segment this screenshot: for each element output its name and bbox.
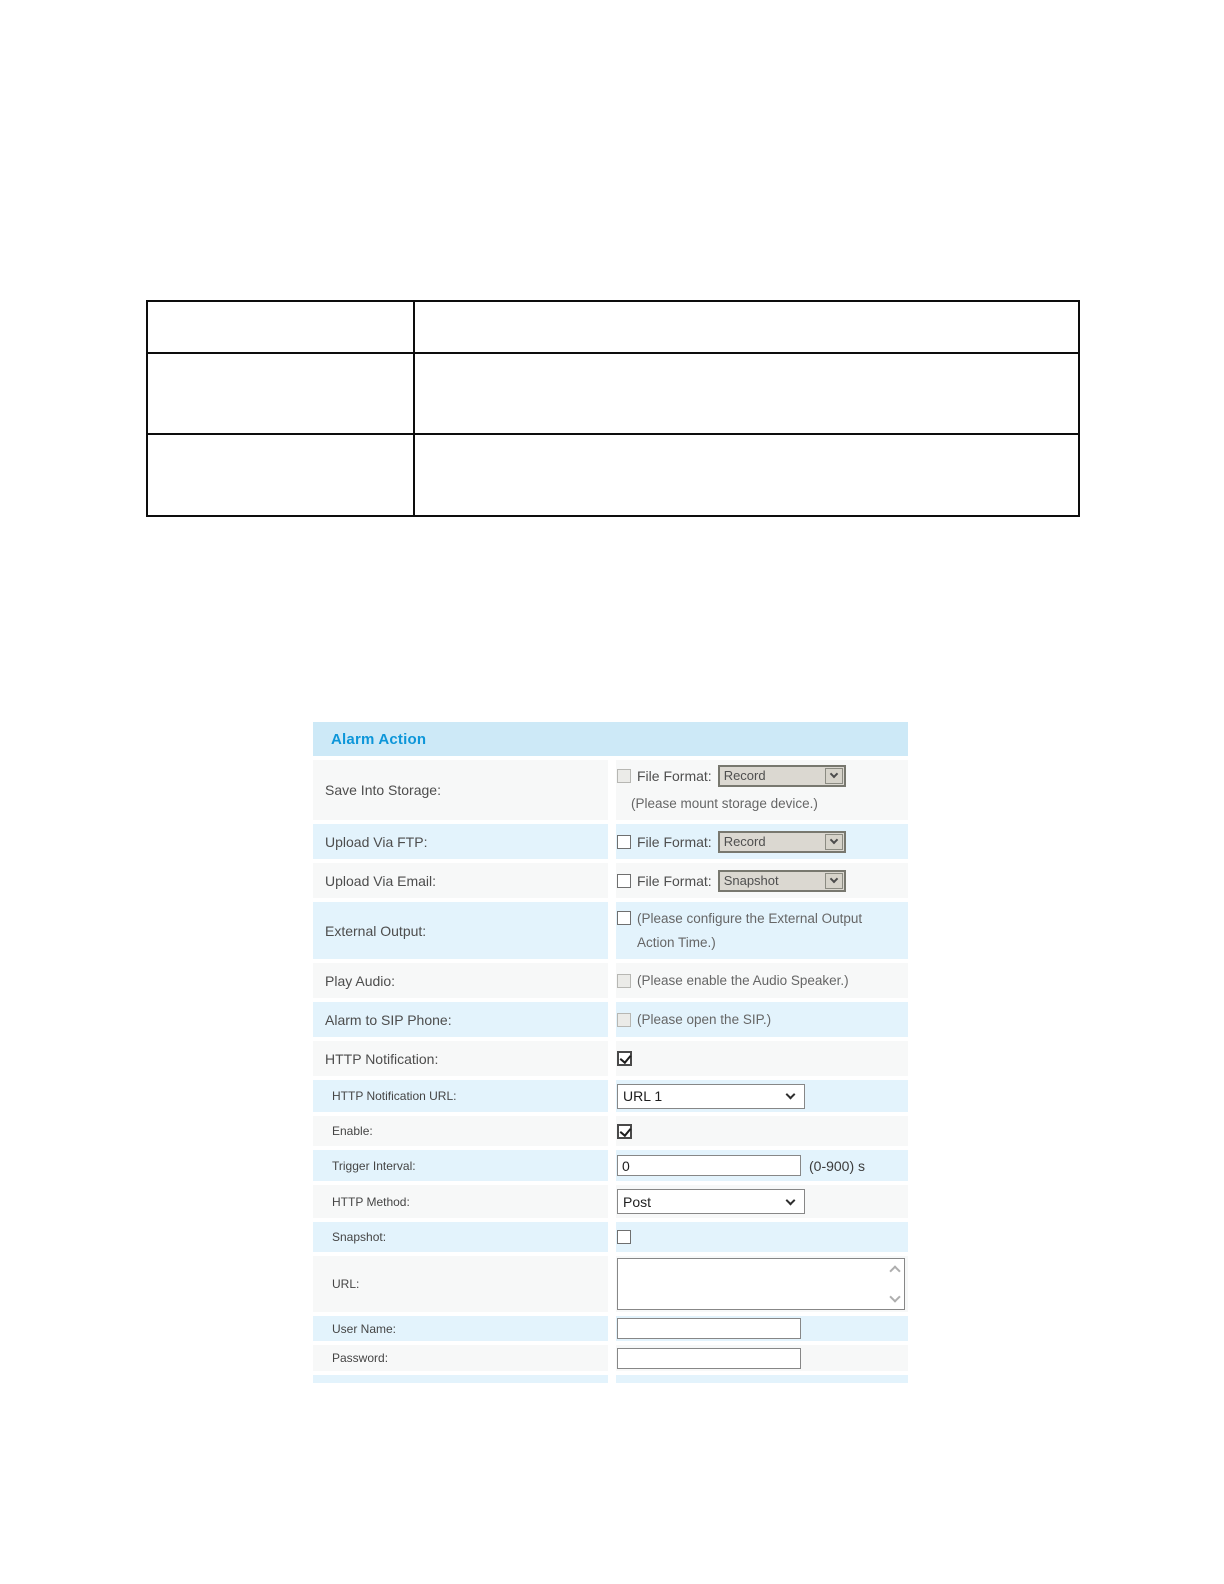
url-textarea[interactable] — [618, 1259, 904, 1309]
select-value: Record — [723, 768, 766, 784]
http-notification-checkbox[interactable] — [617, 1051, 632, 1066]
user-name-input[interactable] — [617, 1318, 801, 1339]
field-note: (Please enable the Audio Speaker.) — [637, 972, 849, 988]
field-note: (Please configure the External Output Action Time.) — [637, 910, 863, 950]
field-label: Snapshot: — [313, 1222, 608, 1252]
select-value: URL 1 — [623, 1088, 663, 1104]
dropdown-arrow-icon — [825, 834, 843, 850]
chevron-down-icon — [786, 1195, 796, 1205]
row-password — [313, 1345, 908, 1371]
row-user-name — [313, 1316, 908, 1341]
field-label: Upload Via Email: — [313, 863, 608, 898]
field-label: Password: — [313, 1345, 608, 1371]
row-upload-via-email — [313, 863, 908, 898]
table-cell — [147, 353, 414, 434]
field-label: Play Audio: — [313, 963, 608, 998]
row-snapshot — [313, 1222, 908, 1252]
field-label: Upload Via FTP: — [313, 824, 608, 859]
row-save-into-storage — [313, 760, 908, 820]
field-label: Alarm to SIP Phone: — [313, 1002, 608, 1037]
panel-title: Alarm Action — [331, 730, 427, 748]
upload-via-ftp-checkbox[interactable] — [617, 835, 631, 849]
enable-checkbox[interactable] — [617, 1124, 632, 1139]
table-cell — [147, 301, 414, 353]
http-method-select[interactable] — [617, 1189, 805, 1214]
trigger-interval-input[interactable] — [617, 1155, 801, 1176]
row-http-method — [313, 1185, 908, 1218]
field-label: User Name: — [313, 1316, 608, 1341]
email-file-format-select — [718, 870, 846, 892]
select-value: Post — [623, 1193, 652, 1210]
table-cell — [147, 434, 414, 516]
row-trigger-interval — [313, 1150, 908, 1181]
spec-table — [146, 300, 1080, 517]
select-value: Record — [723, 834, 766, 849]
field-note: (Please mount storage device.) — [631, 795, 818, 811]
field-label: URL: — [313, 1256, 608, 1312]
select-value: Snapshot — [723, 873, 779, 888]
row-url — [313, 1256, 908, 1312]
row-clipped-sliver — [313, 1375, 908, 1383]
external-output-checkbox[interactable] — [617, 911, 631, 925]
field-label: HTTP Notification: — [313, 1041, 608, 1076]
field-label: Enable: — [313, 1116, 608, 1146]
panel-header — [313, 722, 908, 756]
upload-via-email-checkbox[interactable] — [617, 874, 631, 888]
row-play-audio — [313, 963, 908, 998]
file-format-label: File Format: — [637, 872, 712, 889]
file-format-label: File Format: — [637, 767, 712, 784]
row-alarm-to-sip-phone — [313, 1002, 908, 1037]
field-label: Trigger Interval: — [313, 1150, 608, 1181]
dropdown-arrow-icon — [825, 768, 843, 784]
table-row — [147, 301, 1079, 353]
row-http-notification-url — [313, 1080, 908, 1112]
row-http-notification — [313, 1041, 908, 1076]
chevron-down-icon — [786, 1090, 796, 1100]
alarm-to-sip-checkbox — [617, 1013, 631, 1027]
trigger-interval-range: (0-900) s — [809, 1157, 866, 1174]
field-label: HTTP Notification URL: — [313, 1080, 608, 1112]
field-note: (Please open the SIP.) — [637, 1011, 772, 1027]
table-row — [147, 434, 1079, 516]
play-audio-checkbox — [617, 974, 631, 988]
field-label: Save Into Storage: — [313, 760, 608, 820]
http-notification-url-select[interactable] — [617, 1084, 805, 1109]
row-external-output — [313, 902, 908, 959]
table-cell — [414, 301, 1079, 353]
table-cell — [414, 353, 1079, 434]
row-enable — [313, 1116, 908, 1146]
save-into-storage-checkbox — [617, 769, 631, 783]
snapshot-checkbox[interactable] — [617, 1230, 631, 1244]
url-textarea-frame — [617, 1258, 905, 1310]
password-input[interactable] — [617, 1348, 801, 1369]
alarm-action-panel — [313, 722, 908, 1387]
dropdown-arrow-icon — [825, 873, 843, 889]
row-upload-via-ftp — [313, 824, 908, 859]
field-label: External Output: — [313, 902, 608, 959]
ftp-file-format-select — [718, 831, 846, 853]
field-label: HTTP Method: — [313, 1185, 608, 1218]
table-row — [147, 353, 1079, 434]
file-format-label: File Format: — [637, 833, 712, 850]
table-cell — [414, 434, 1079, 516]
save-file-format-select — [718, 765, 846, 787]
